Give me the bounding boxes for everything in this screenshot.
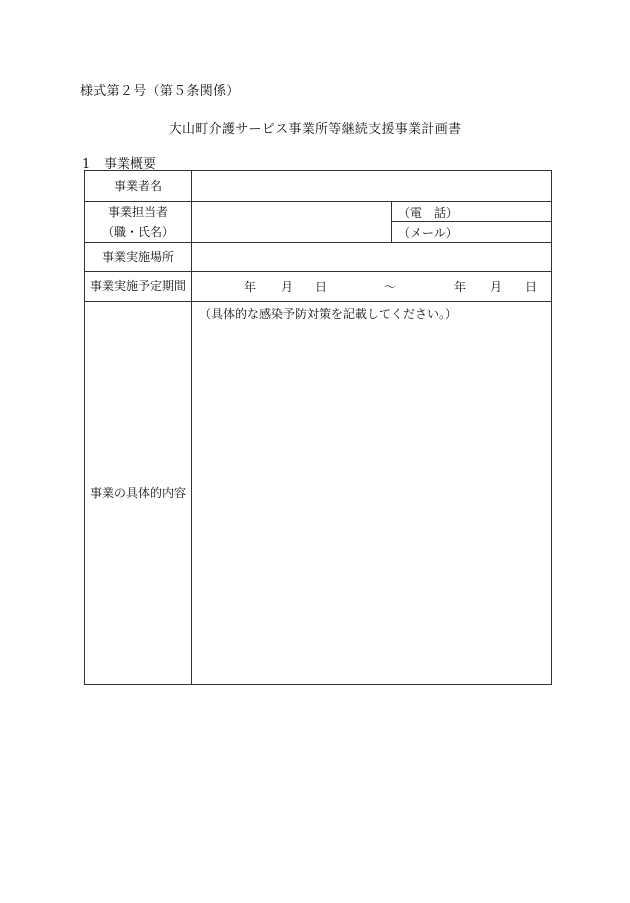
business-name-label: 事業者名	[113, 179, 162, 193]
end-day-unit: 日	[525, 280, 538, 294]
section-title: 事業概要	[104, 157, 157, 172]
person-in-charge-field[interactable]	[192, 202, 391, 242]
start-year-unit: 年	[244, 280, 257, 294]
section-number: 1	[82, 157, 91, 172]
phone-label: （電 話）	[398, 206, 459, 220]
start-month-unit: 月	[281, 280, 294, 294]
business-name-field[interactable]	[192, 171, 551, 201]
schedule-label: 事業実施予定期間	[89, 279, 186, 293]
start-day-unit: 日	[315, 280, 328, 294]
location-field[interactable]	[192, 243, 551, 271]
business-overview-table	[84, 170, 552, 685]
end-year-unit: 年	[454, 280, 467, 294]
person-in-charge-label	[85, 201, 191, 242]
document-title: 大山町介護サービス事業所等継続支援事業計画書	[168, 122, 462, 137]
details-field[interactable]	[192, 323, 551, 684]
details-instruction: （具体的な感染予防対策を記載してください。）	[199, 307, 458, 321]
email-label: （メール）	[398, 226, 458, 240]
details-label: 事業の具体的内容	[89, 485, 186, 500]
person-in-charge-label-line1: 事業担当者	[107, 204, 168, 219]
location-label: 事業実施場所	[101, 249, 174, 264]
end-month-unit: 月	[490, 280, 503, 294]
contact-column-divider	[391, 201, 392, 242]
contact-divider	[391, 221, 551, 222]
person-in-charge-label-line2: （職・氏名）	[101, 224, 174, 239]
form-number: 様式第２号（第５条関係）	[80, 84, 240, 99]
period-separator: ～	[384, 280, 397, 294]
